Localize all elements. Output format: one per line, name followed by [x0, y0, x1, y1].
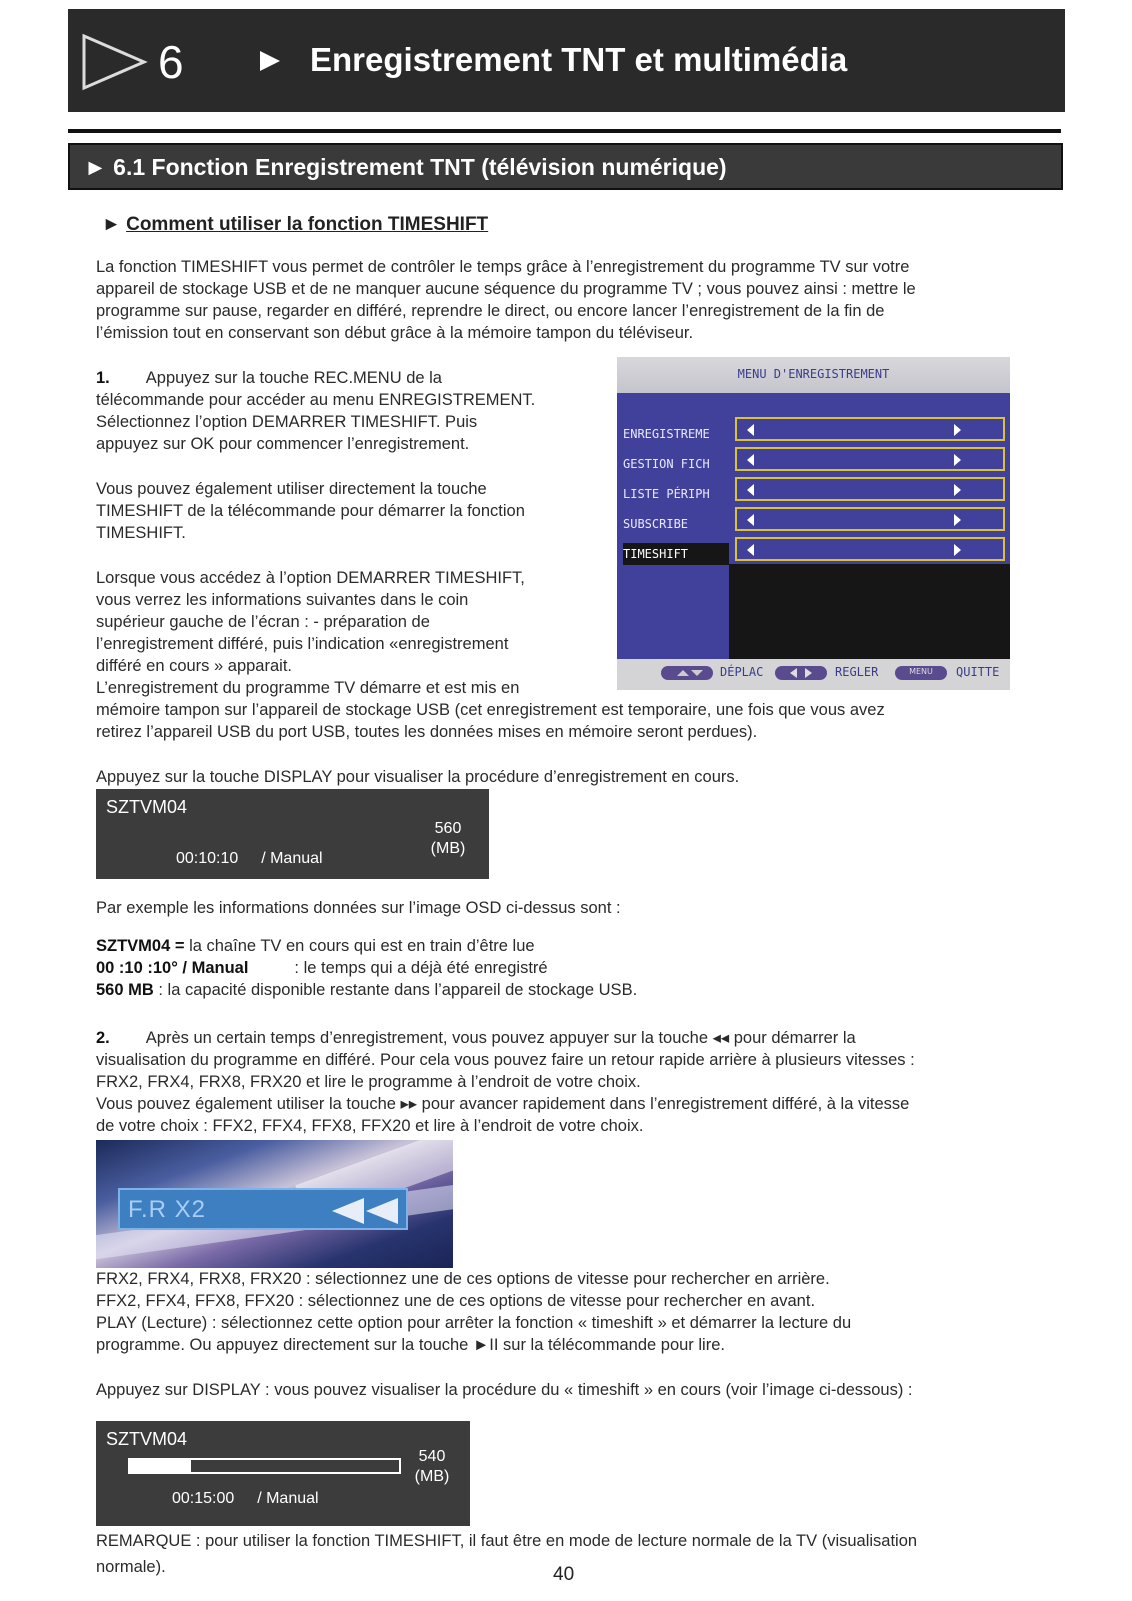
subheading-arrow: ► — [102, 214, 121, 235]
section-title: ► 6.1 Fonction Enregistrement TNT (télévision numérique) — [84, 154, 727, 180]
osd-recording-info — [96, 789, 489, 879]
rewind-icon — [328, 1196, 402, 1226]
record-menu-footer — [617, 659, 1010, 690]
step1-paragraph — [96, 367, 606, 455]
left-arrow-icon — [747, 514, 754, 526]
record-menu-dark-area — [729, 564, 1010, 659]
step1-info-paragraph — [96, 567, 606, 699]
left-arrow-icon — [747, 424, 754, 436]
osd-example-intro: Par exemple les informations données sur l’image OSD ci-dessus sont : — [96, 899, 621, 917]
rewind-speed-screenshot — [96, 1140, 453, 1268]
osd-capacity — [420, 819, 476, 859]
record-menu-screenshot — [617, 357, 1010, 690]
play-outline-icon — [80, 33, 150, 91]
text-line: Lorsque vous accédez à l’option DEMARRER TIMESHIFT, — [96, 569, 525, 587]
display-timeshift-instruction: Appuyez sur DISPLAY : vous pouvez visualiser la procédure du « timeshift » en cours (voir l’image ci-dessous) : — [96, 1381, 913, 1399]
step1-line: Sélectionnez l’option DEMARRER TIMESHIFT. Puis — [96, 413, 478, 431]
osd-example-cap-desc: : la capacité disponible restante dans l’appareil de stockage USB. — [153, 981, 638, 999]
display-instruction: Appuyez sur la touche DISPLAY pour visualiser la procédure d’enregistrement en cours. — [96, 768, 740, 786]
chapter-number: 6 — [158, 36, 184, 88]
step2-paragraph — [96, 1027, 1036, 1137]
osd-example-time-desc: : le temps qui a déjà été enregistré — [294, 959, 548, 977]
text-line: l’enregistrement différé, puis l’indication «enregistrement — [96, 635, 509, 653]
step1-line: télécommande pour accéder au menu ENREGISTREMENT. — [96, 391, 536, 409]
osd-separator: / — [261, 850, 266, 867]
record-menu-field — [735, 537, 1005, 561]
step2-line: visualisation du programme en différé. Pour cela vous pouvez faire un retour rapide arrière à plusieurs vitesses : — [96, 1051, 915, 1069]
osd-time: 00:15:00 — [172, 1490, 235, 1507]
text-line: TIMESHIFT de la télécommande pour démarrer la fonction — [96, 502, 525, 520]
osd-time: 00:10:10 — [176, 850, 239, 867]
intro-line: programme sur pause, regarder en différé, reprendre le direct, ou encore lancer l’enregistrement de la fin de — [96, 302, 885, 320]
text-line: Vous pouvez également utiliser directement la touche — [96, 480, 487, 498]
step1-number: 1. — [96, 369, 110, 387]
menu-key-label: MENU — [909, 667, 933, 676]
footer-adjust-label: REGLER — [835, 665, 879, 679]
right-arrow-icon — [954, 544, 961, 556]
step2-line: FRX2, FRX4, FRX8, FRX20 et lire le programme à l’endroit de votre choix. — [96, 1073, 641, 1091]
play-arrow-icon — [258, 49, 282, 73]
text-line: TIMESHIFT. — [96, 524, 186, 542]
right-arrow-icon — [954, 424, 961, 436]
footer-quit-label: QUITTE — [956, 665, 1000, 679]
osd-example-cap-key: 560 MB — [96, 981, 154, 999]
intro-paragraph — [96, 256, 1036, 344]
page-number: 40 — [553, 1564, 575, 1585]
text-line: différé en cours » apparait. — [96, 657, 292, 675]
osd-progress-remaining — [191, 1460, 399, 1472]
osd-capacity — [402, 1447, 462, 1487]
osd-progress-bar — [128, 1458, 401, 1474]
osd-capacity-unit: (MB) — [430, 840, 466, 857]
osd-capacity-unit: (MB) — [414, 1468, 450, 1485]
record-menu-item-selected: TIMESHIFT — [623, 543, 729, 565]
left-arrow-icon — [747, 544, 754, 556]
osd-time-row — [172, 1490, 319, 1508]
subheading-text: Comment utiliser la fonction TIMESHIFT — [126, 214, 489, 235]
left-arrow-icon — [747, 454, 754, 466]
osd-example-channel-desc: la chaîne TV en cours qui est en train d’être lue — [184, 937, 535, 955]
text-line: FRX2, FRX4, FRX8, FRX20 : sélectionnez une de ces options de vitesse pour rechercher en arrière. — [96, 1270, 830, 1288]
right-arrow-icon — [954, 484, 961, 496]
osd-mode: Manual — [266, 1490, 319, 1507]
chapter-header — [68, 9, 1065, 112]
speed-options-paragraph — [96, 1268, 1036, 1356]
rewind-speed-banner — [118, 1188, 408, 1230]
record-menu-item: SUBSCRIBE — [623, 513, 729, 535]
rewind-speed-label: F.R X2 — [128, 1196, 207, 1223]
subheading — [102, 214, 488, 236]
record-menu-field — [735, 417, 1005, 441]
section-header — [68, 143, 1063, 190]
text-line: normale). — [96, 1558, 166, 1576]
step2-line: Après un certain temps d’enregistrement, vous pouvez appuyer sur la touche ◂◂ pour démarrer la — [145, 1029, 856, 1047]
step2-number: 2. — [96, 1029, 110, 1047]
step1-wide-paragraph — [96, 699, 1036, 743]
updown-key-icon — [661, 666, 713, 680]
chapter-title: Enregistrement TNT et multimédia — [310, 41, 848, 78]
osd-timeshift-info — [96, 1421, 470, 1526]
record-menu-header — [617, 357, 1010, 393]
step1-line: Appuyez sur la touche REC.MENU de la — [145, 369, 442, 387]
intro-line: l’émission tout en conservant son début grâce à la mémoire tampon du téléviseur. — [96, 324, 694, 342]
osd-channel: SZTVM04 — [106, 1429, 188, 1449]
text-line: supérieur gauche de l’écran : - préparation de — [96, 613, 430, 631]
osd-example-list — [96, 935, 996, 1001]
left-arrow-icon — [747, 484, 754, 496]
record-menu-item: ENREGISTREME — [623, 423, 729, 445]
osd-example-time-key: 00 :10 :10° / Manual — [96, 959, 249, 977]
osd-separator: / — [257, 1490, 262, 1507]
osd-capacity-value: 560 — [434, 820, 462, 837]
menu-key-icon — [895, 666, 947, 680]
record-menu-item: GESTION FICH — [623, 453, 729, 475]
intro-line: appareil de stockage USB et de ne manquer aucune séquence du programme TV ; vous pouvez ainsi : mettre le — [96, 280, 916, 298]
osd-example-channel-key: SZTVM04 = — [96, 937, 185, 955]
right-arrow-icon — [954, 454, 961, 466]
record-menu-field — [735, 477, 1005, 501]
step2-line: de votre choix : FFX2, FFX4, FFX8, FFX20 et lire à l’endroit de votre choix. — [96, 1117, 644, 1135]
osd-capacity-value: 540 — [418, 1448, 446, 1465]
text-line: retirez l’appareil USB du port USB, toutes les données mises en mémoire seront perdues). — [96, 723, 758, 741]
text-line: vous verrez les informations suivantes dans le coin — [96, 591, 469, 609]
text-line: L’enregistrement du programme TV démarre et est mis en — [96, 679, 520, 697]
step1-line: appuyez sur OK pour commencer l’enregistrement. — [96, 435, 470, 453]
text-line: programme. Ou appuyez directement sur la touche ►II sur la télécommande pour lire. — [96, 1336, 725, 1354]
text-line: REMARQUE : pour utiliser la fonction TIMESHIFT, il faut être en mode de lecture normale de la TV (visualisation — [96, 1532, 918, 1550]
record-menu-field — [735, 447, 1005, 471]
divider — [68, 129, 1061, 133]
osd-mode: Manual — [270, 850, 323, 867]
osd-time-row — [176, 850, 323, 868]
right-arrow-icon — [954, 514, 961, 526]
record-menu-panel — [617, 357, 1010, 659]
footer-move-label: DÉPLAC — [720, 665, 764, 679]
text-line: PLAY (Lecture) : sélectionnez cette option pour arrêter la fonction « timeshift » et démarrer la lecture du — [96, 1314, 852, 1332]
record-menu-title: MENU D'ENREGISTREMENT — [737, 367, 890, 381]
step2-line: Vous pouvez également utiliser la touche ▸▸ pour avancer rapidement dans l’enregistrement différé, à la vitesse — [96, 1095, 910, 1113]
leftright-key-icon — [775, 666, 827, 680]
record-menu-item: LISTE PÉRIPH — [623, 483, 729, 505]
record-menu-field — [735, 507, 1005, 531]
text-line: FFX2, FFX4, FFX8, FFX20 : sélectionnez une de ces options de vitesse pour rechercher en avant. — [96, 1292, 816, 1310]
step1-alt-paragraph — [96, 478, 606, 544]
intro-line: La fonction TIMESHIFT vous permet de contrôler le temps grâce à l’enregistrement du programme TV sur votre — [96, 258, 910, 276]
osd-channel: SZTVM04 — [106, 797, 188, 817]
text-line: mémoire tampon sur l’appareil de stockage USB (cet enregistrement est temporaire, une fois que vous avez — [96, 701, 885, 719]
